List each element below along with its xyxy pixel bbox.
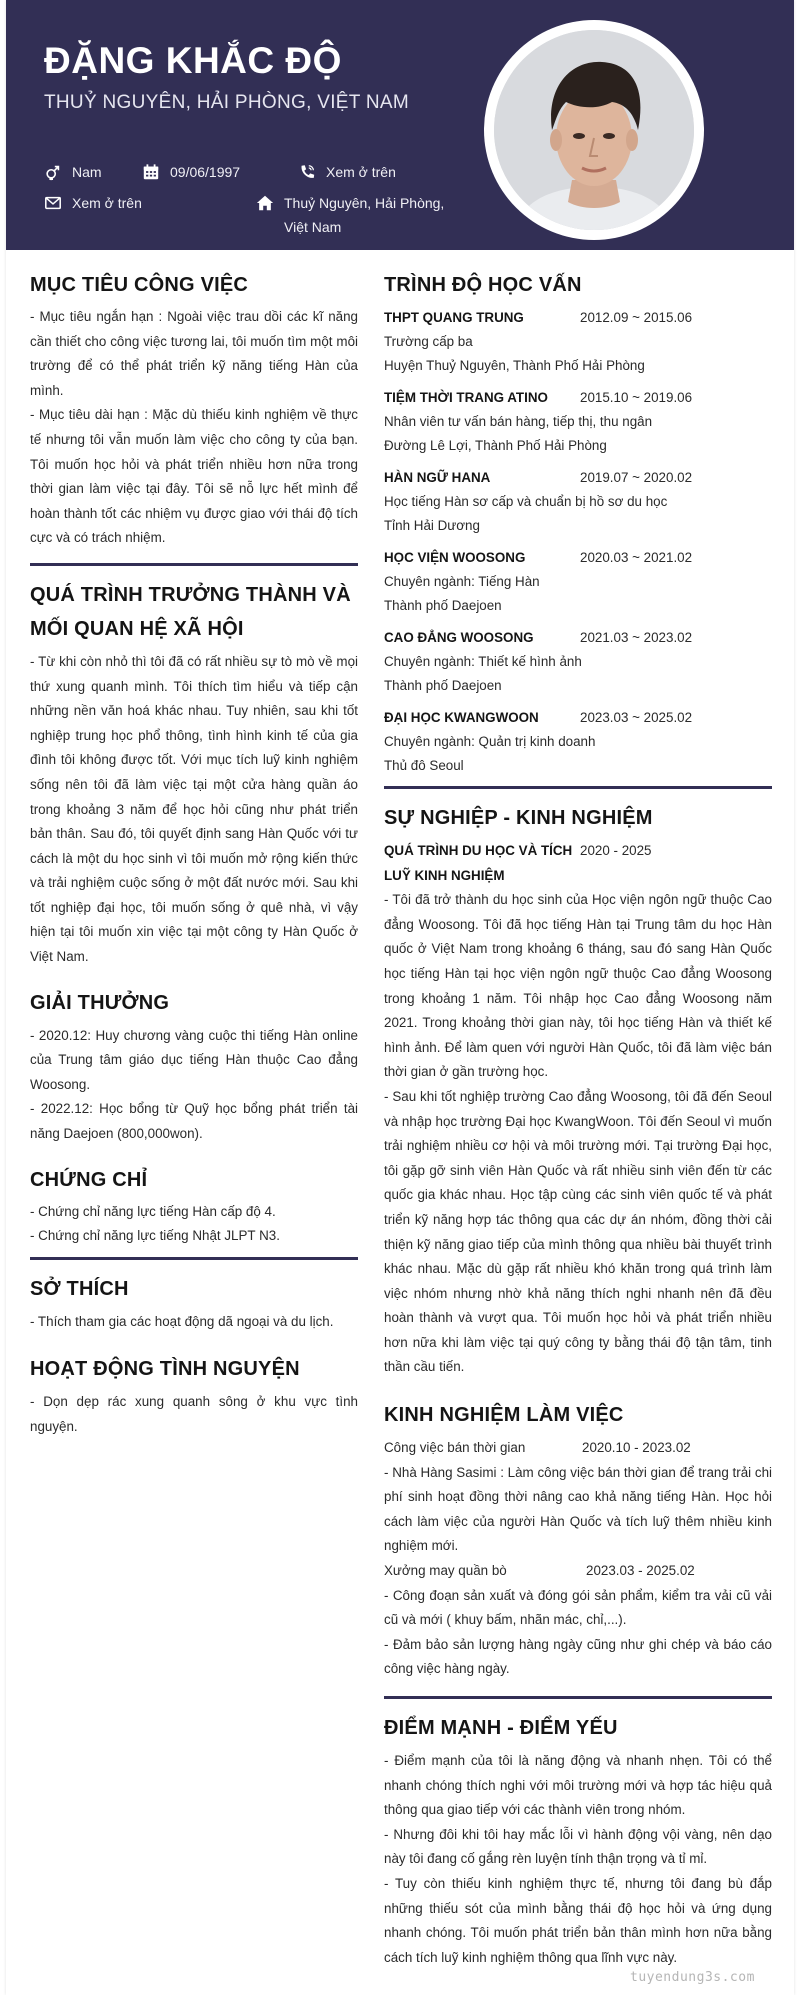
education-item [384, 386, 772, 458]
right-column [384, 268, 772, 1970]
email-icon [44, 194, 62, 212]
strengths-section [384, 1711, 772, 1970]
candidate-hometown: THUỶ NGUYÊN, HẢI PHÒNG, VIỆT NAM [44, 92, 410, 113]
home-icon [256, 194, 274, 212]
strength-paragraph: - Điểm mạnh của tôi là năng động và nhanh nhẹn. Tôi có thể nhanh chóng thích nghi với môi trường mới và hợp tác hiệu quả thông qua giao tiếp với các thành viên trong nhóm. [384, 1753, 772, 1818]
education-item [384, 466, 772, 538]
education-location: Thành phố Daejoen [384, 678, 502, 693]
gender-value: Nam [72, 164, 102, 180]
job-header [384, 1436, 772, 1461]
job-header [384, 1559, 772, 1584]
education-title: TRÌNH ĐỘ HỌC VẤN [384, 274, 582, 296]
growth-title-line1: QUÁ TRÌNH TRƯỞNG THÀNH VÀ [30, 583, 351, 606]
education-item [384, 306, 772, 378]
career-sub-label2: LUỸ KINH NGHIỆM [384, 867, 505, 883]
career-section [384, 801, 772, 1380]
resume-card [6, 0, 794, 1995]
objective-body [30, 305, 358, 551]
education-school: ĐẠI HỌC KWANGWOON [384, 710, 539, 725]
left-column [30, 268, 358, 1440]
section-divider [384, 1696, 772, 1699]
address-value [284, 191, 444, 239]
education-date: 2015.10 ~ 2019.06 [580, 390, 693, 405]
gender-icon [44, 163, 62, 181]
volunteer-section [30, 1352, 358, 1439]
education-date: 2019.07 ~ 2020.02 [580, 470, 693, 485]
volunteer-body: - Dọn dẹp rác xung quanh sông ở khu vực tình nguyện. [30, 1394, 358, 1434]
work-title: KINH NGHIỆM LÀM VIỆC [384, 1404, 624, 1427]
hobbies-body: - Thích tham gia các hoạt động dã ngoại và du lịch. [30, 1313, 334, 1329]
education-location: Đường Lê Lợi, Thành Phố Hải Phòng [384, 438, 607, 453]
education-date: 2023.03 ~ 2025.02 [580, 710, 693, 725]
objective-section [30, 268, 358, 551]
education-school: CAO ĐẲNG WOOSONG [384, 630, 534, 645]
certificate-item: - Chứng chỉ năng lực tiếng Hàn cấp độ 4. [30, 1203, 276, 1219]
award-item: - 2020.12: Huy chương vàng cuộc thi tiếng Hàn online của Trung tâm giáo dục tiếng Hàn thuộc Cao đẳng Woosong. [30, 1027, 358, 1092]
education-school: TIỆM THỜI TRANG ATINO [384, 390, 548, 405]
email-info [44, 191, 142, 215]
education-date: 2020.03 ~ 2021.02 [580, 550, 693, 565]
job-description: - Nhà Hàng Sasimi : Làm công việc bán thời gian để trang trải chi phí sinh hoạt đồng thời nâng cao khả năng tiếng Hàn. Học hỏi cách làm việc của người Hàn Quốc và tích luỹ thêm nhiều kinh nghiệm mới. [384, 1464, 772, 1554]
education-detail: Chuyên ngành: Thiết kế hình ảnh [384, 654, 582, 669]
volunteer-title: HOẠT ĐỘNG TÌNH NGUYỆN [30, 1358, 300, 1381]
career-subheading [384, 839, 772, 888]
section-divider [384, 786, 772, 789]
education-section [384, 268, 772, 778]
education-school: HỌC VIỆN WOOSONG [384, 550, 526, 565]
job-name: Xưởng may quần bò [384, 1563, 507, 1579]
strengths-body [384, 1749, 772, 1970]
objective-title: MỤC TIÊU CÔNG VIỆC [30, 274, 249, 296]
job-description: - Đảm bảo sản lượng hàng ngày cũng như ghi chép và báo cáo công việc hàng ngày. [384, 1636, 772, 1677]
education-school: HÀN NGỮ HANA [384, 470, 491, 485]
education-detail: Trường cấp ba [384, 334, 473, 349]
profile-photo [494, 30, 694, 230]
education-location: Tỉnh Hải Dương [384, 518, 480, 533]
growth-body: - Từ khi còn nhỏ thì tôi đã có rất nhiều sự tò mò về mọi thứ xung quanh mình. Tôi thích tìm hiểu và tiếp cận những nền văn hoá khác nhau. Tuy nhiên, sau khi tốt nghiệp trung học phổ thông, tình hình kinh tế của gia đình tôi không được tốt. Với mục tích luỹ kinh nghiệm sống nên tôi đã làm việc tại một cửa hàng quần áo trong khoảng 3 năm để học hỏi cũng như phát triển bản thân. Sau đó, tôi quyết định sang Hàn Quốc với tư cách là một du học sinh vì tôi muốn mở rộng kiến thức và trải nghiệm cuộc sống ở một đất nước mới. Sau khi tốt nghiệp đại học, tôi muốn sống ở quê nhà, vì vậy hiện tại tôi muốn xin việc tại một công ty Hàn Quốc ở Việt Nam. [30, 653, 358, 965]
section-divider [30, 1257, 358, 1260]
career-sub-date: 2020 - 2025 [580, 843, 652, 858]
awards-body [30, 1024, 358, 1147]
education-item [384, 626, 772, 698]
education-item [384, 706, 772, 778]
work-body [384, 1436, 772, 1682]
education-detail: Nhân viên tư vấn bán hàng, tiếp thị, thu ngân [384, 414, 653, 429]
strength-paragraph: - Nhưng đôi khi tôi hay mắc lỗi vì hành động vội vàng, nên dạo này tôi đang cố gắng rèn luyện tính thận trọng và tỉ mỉ. [384, 1826, 772, 1867]
award-item: - 2022.12: Học bổng từ Quỹ học bổng phát triển tài năng Daejoen (800,000won). [30, 1101, 358, 1142]
job-description: - Công đoạn sản xuất và đóng gói sản phẩm, kiểm tra vải cũ vải cũ và mới ( khuy bấm, nhãn mác, chỉ,...). [384, 1587, 772, 1628]
awards-title: GIẢI THƯỞNG [30, 991, 170, 1014]
career-title: SỰ NGHIỆP - KINH NGHIỆM [384, 807, 653, 829]
job-name: Công việc bán thời gian [384, 1440, 526, 1456]
growth-section [30, 578, 358, 970]
growth-title-line2: MỐI QUAN HỆ XÃ HỘI [30, 617, 244, 640]
objective-short-term: - Mục tiêu ngắn hạn : Ngoài việc trau dồi các kĩ năng cần thiết cho công việc tương lai, tôi muốn tìm một môi trường để có thể phát triển kỹ năng tiếng Hàn của mình. [30, 309, 358, 398]
section-divider [30, 563, 358, 566]
certificates-body [30, 1200, 358, 1249]
career-sub-label1: QUÁ TRÌNH DU HỌC VÀ TÍCH [384, 843, 573, 858]
education-detail: Học tiếng Hàn sơ cấp và chuẩn bị hồ sơ du học [384, 494, 668, 509]
strengths-title: ĐIỂM MẠNH - ĐIỂM YẾU [384, 1717, 618, 1739]
certificates-section [30, 1163, 358, 1249]
education-location: Thành phố Daejoen [384, 598, 502, 613]
phone-icon [298, 163, 316, 181]
job-date: 2020.10 - 2023.02 [582, 1440, 691, 1456]
job-date: 2023.03 - 2025.02 [586, 1563, 695, 1579]
education-location: Huyện Thuỷ Nguyên, Thành Phố Hải Phòng [384, 358, 645, 373]
phone-info [298, 160, 396, 184]
education-detail: Chuyên ngành: Tiếng Hàn [384, 574, 540, 589]
growth-title [30, 578, 358, 646]
portrait-image [494, 30, 694, 230]
certificates-title: CHỨNG CHỈ [30, 1168, 148, 1191]
certificate-item: - Chứng chỉ năng lực tiếng Nhật JLPT N3. [30, 1228, 280, 1244]
education-location: Thủ đô Seoul [384, 758, 464, 773]
education-item [384, 546, 772, 618]
education-date: 2021.03 ~ 2023.02 [580, 630, 693, 645]
address-line1: Thuỷ Nguyên, Hải Phòng, [284, 195, 445, 211]
strength-paragraph: - Tuy còn thiếu kinh nghiệm thực tế, nhưng tôi đang bù đắp những thiếu sót của mình bằng thái độ học hỏi và ứng dụng nhanh chóng. Tôi muốn phát triển bản thân mình hơn nữa bằng cách tích luỹ kinh nghiệm thông qua lĩnh vực này. [384, 1875, 772, 1965]
awards-section [30, 986, 358, 1147]
address-info [256, 191, 444, 239]
work-section [384, 1398, 772, 1682]
hobbies-title: SỞ THÍCH [30, 1277, 129, 1300]
career-paragraph: - Sau khi tốt nghiệp trường Cao đẳng Woosong, tôi đã đến Seoul và nhập học trường Đại học KwangWoon. Tôi đến Seoul vì muốn trải nghiệm nhiều cơ hội và môi trường mới. Tại trường Đại học, tôi gặp gỡ sinh viên Hàn Quốc và rất nhiều sinh viên đến từ các quốc gia khác nhau. Học tập cùng các sinh viên quốc tế và phát triển kỹ năng hợp tác thông qua các dự án nhóm, đồng thời cải thiện kỹ năng giao tiếp của mình thông qua nhiều bài thuyết trình khác nhau. Mặc dù gặp rất nhiều khó khăn trong quá trình làm việc nhóm nhưng nhờ khả năng thích nghi nhanh nên đã đều hoàn thành và vượt qua. Tôi muốn học hỏi và phát triển nhiều hơn nữa khi làm việc tại quý công ty bằng thái độ tận tâm, tinh thần cầu tiến. [384, 1088, 772, 1375]
profile-photo-frame [484, 20, 704, 240]
hobbies-section [30, 1272, 358, 1335]
birthday-value: 09/06/1997 [170, 164, 241, 180]
gender-info [44, 160, 102, 184]
site-watermark: tuyendung3s.com [630, 1970, 755, 1985]
candidate-name: ĐẶNG KHẮC ĐỘ [44, 40, 342, 81]
career-paragraph: - Tôi đã trở thành du học sinh của Học viện ngôn ngữ thuộc Cao đẳng Woosong. Tôi đã học tiếng Hàn tại Trung tâm du học Hàn quốc ở Việt Nam trong khoảng 6 tháng, sau đó sang Hàn Quốc học tiếng Hàn tại học viện ngôn ngữ thuộc Cao đẳng Woosong trong khoảng 1 năm. Tôi nhập học Cao đẳng Woosong năm 2021. Trong khoảng thời gian này, tôi học tiếng Hàn và thiết kế hình ảnh. Để làm quen với người Hàn Quốc, tôi đã làm việc bán thời gian ở gần trường học. [384, 892, 772, 1080]
education-list [384, 306, 772, 778]
education-date: 2012.09 ~ 2015.06 [580, 310, 693, 325]
objective-long-term: - Mục tiêu dài hạn : Mặc dù thiếu kinh nghiệm về thực tế nhưng tôi vẫn muốn làm việc cho công ty của bạn. Tôi muốn học hỏi và phát triển nhiều hơn nữa trong thời gian làm việc tại đây. Tôi sẽ nỗ lực hết mình để hoàn thành tốt các nhiệm vụ được giao với thái độ tích cực và có trách nhiệm. [30, 407, 358, 546]
email-value: Xem ở trên [72, 195, 142, 211]
calendar-icon [142, 163, 160, 181]
birthday-info [142, 160, 240, 184]
career-body [384, 888, 772, 1380]
phone-value: Xem ở trên [326, 164, 396, 180]
education-detail: Chuyên ngành: Quản trị kinh doanh [384, 734, 596, 749]
education-school: THPT QUANG TRUNG [384, 310, 524, 325]
resume-header [6, 0, 794, 250]
address-line2: Việt Nam [284, 219, 342, 235]
